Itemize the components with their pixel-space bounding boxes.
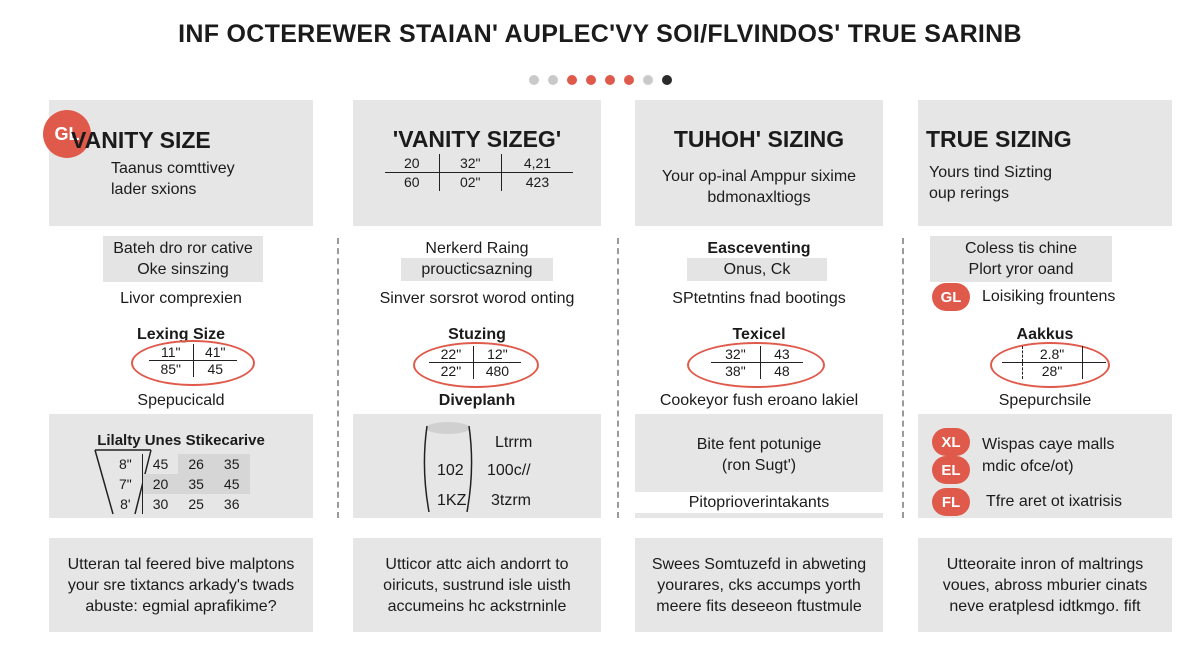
pill-title: Lexing Size <box>136 326 226 343</box>
column-header <box>353 100 601 226</box>
column-divider <box>337 238 339 518</box>
header-size-table: 20 32" 4,21 60 02" 423 <box>385 154 573 191</box>
column-true-sizing <box>918 100 1172 640</box>
pill-caption: Diveplanh <box>438 392 516 409</box>
pagination-dot[interactable] <box>643 75 653 85</box>
size-badge: GL <box>43 110 91 158</box>
chip-label: mdic ofce/ot) <box>982 458 1074 475</box>
tag-label: Easceventing <box>707 240 811 257</box>
pill-caption: Cookeyor fush eroano lakiel <box>659 392 859 409</box>
column-divider <box>902 238 904 518</box>
column-title: 'VANITY SIZEG' <box>392 126 562 152</box>
chip-label: Loisiking frountens <box>982 288 1116 305</box>
page-title: INF OCTEREWER STAIAN' AUPLEC'VY SOI/FLVINDOS' TRUE SARINB <box>178 20 1022 48</box>
panel-after-text: Pitoprioverintakants <box>635 492 883 513</box>
panel-row-value: 100c// <box>487 462 531 479</box>
pill-caption: Spepucicald <box>137 392 225 409</box>
panel-row-label: Ltrrm <box>495 434 533 451</box>
pagination-dots <box>0 75 1200 85</box>
tag-label: Nerkerd Raing <box>425 240 529 257</box>
pagination-dot[interactable] <box>586 75 596 85</box>
pagination-dot[interactable] <box>548 75 558 85</box>
comparison-panel <box>49 414 313 518</box>
panel-row-size: 102 <box>437 462 464 479</box>
column-footer: Utteran tal feered bive malptons your sre tixtancs arkady's twads abuste: egmial aprafikime? <box>49 538 313 632</box>
pagination-dot-active[interactable] <box>662 75 672 85</box>
pill-caption: Spepurchsile <box>998 392 1092 409</box>
column-title: TUHOH' SIZING <box>673 126 845 152</box>
column-header <box>49 100 313 226</box>
section-line: Livor comprexien <box>120 290 242 307</box>
size-chip: XL <box>932 428 970 456</box>
column-footer: Swees Somtuzefd in abweting yourares, cks accumps yorth meere fits deseeon ftustmule <box>635 538 883 632</box>
pill-table: 2.8" 28" <box>1002 346 1106 379</box>
size-chip: EL <box>932 456 970 484</box>
pagination-dot[interactable] <box>529 75 539 85</box>
column-title: TRUE SIZING <box>926 126 1072 152</box>
panel-row-value: 3tzrm <box>491 492 531 509</box>
pill-title: Aakkus <box>1016 326 1074 343</box>
highlight-tag: Coless tis chine Plort yror oand <box>930 236 1112 282</box>
panel-row-size: 1KZ <box>437 492 467 509</box>
size-chip: GL <box>932 283 970 311</box>
panel-title: Lilalty Unes Stikecarive <box>97 432 265 449</box>
column-subtitle: Yours tind Sizting oup rerings <box>929 164 1053 202</box>
column-header <box>918 100 1172 226</box>
column-subtitle: Taanus comttivey lader sxions <box>111 160 235 198</box>
section-line: Sinver sorsrot worod onting <box>379 290 575 307</box>
section-line: SPtetntins fnad bootings <box>672 290 846 307</box>
size-grid: 8" 45 26 35 7" 20 35 45 8' 30 25 36 <box>109 454 250 514</box>
comparison-panel <box>353 414 601 518</box>
size-chip: FL <box>932 488 970 516</box>
pill-table: 22" 12" 22" 480 <box>429 346 521 379</box>
pill-title: Stuzing <box>448 326 506 343</box>
column-footer: Utticor attc aich andorrt to oiricuts, sustrund isle uisth accumeins hc ackstrninle <box>353 538 601 632</box>
column-header <box>635 100 883 226</box>
column-divider <box>617 238 619 518</box>
chip-label: Wispas caye malls <box>982 436 1115 453</box>
pill-title: Texicel <box>732 326 786 343</box>
column-vanity-sizeg <box>353 100 601 640</box>
highlight-tag: Bateh dro ror cative Oke sinszing <box>103 236 263 282</box>
column-vanity-size <box>49 100 313 640</box>
column-tuhoh-sizing <box>635 100 883 640</box>
highlight-tag: proucticsazning <box>401 258 553 281</box>
pill-table: 11" 41" 85" 45 <box>149 344 237 377</box>
pill-table: 32" 43 38" 48 <box>711 346 803 379</box>
panel-text: Bite fent potunige (ron Sugt') <box>696 436 822 474</box>
column-subtitle: Your op-inal Amppur sixime bdmonaxltiogs <box>661 168 857 206</box>
chip-label: Tfre aret ot ixatrisis <box>986 493 1123 510</box>
highlight-tag: Onus, Ck <box>687 258 827 281</box>
column-footer: Utteoraite inron of maltrings voues, abross mburier cinats neve eratplesd idtkmgo. fift <box>918 538 1172 632</box>
column-title: VANITY SIZE <box>71 127 211 153</box>
pagination-dot[interactable] <box>567 75 577 85</box>
pagination-dot[interactable] <box>624 75 634 85</box>
pagination-dot[interactable] <box>605 75 615 85</box>
